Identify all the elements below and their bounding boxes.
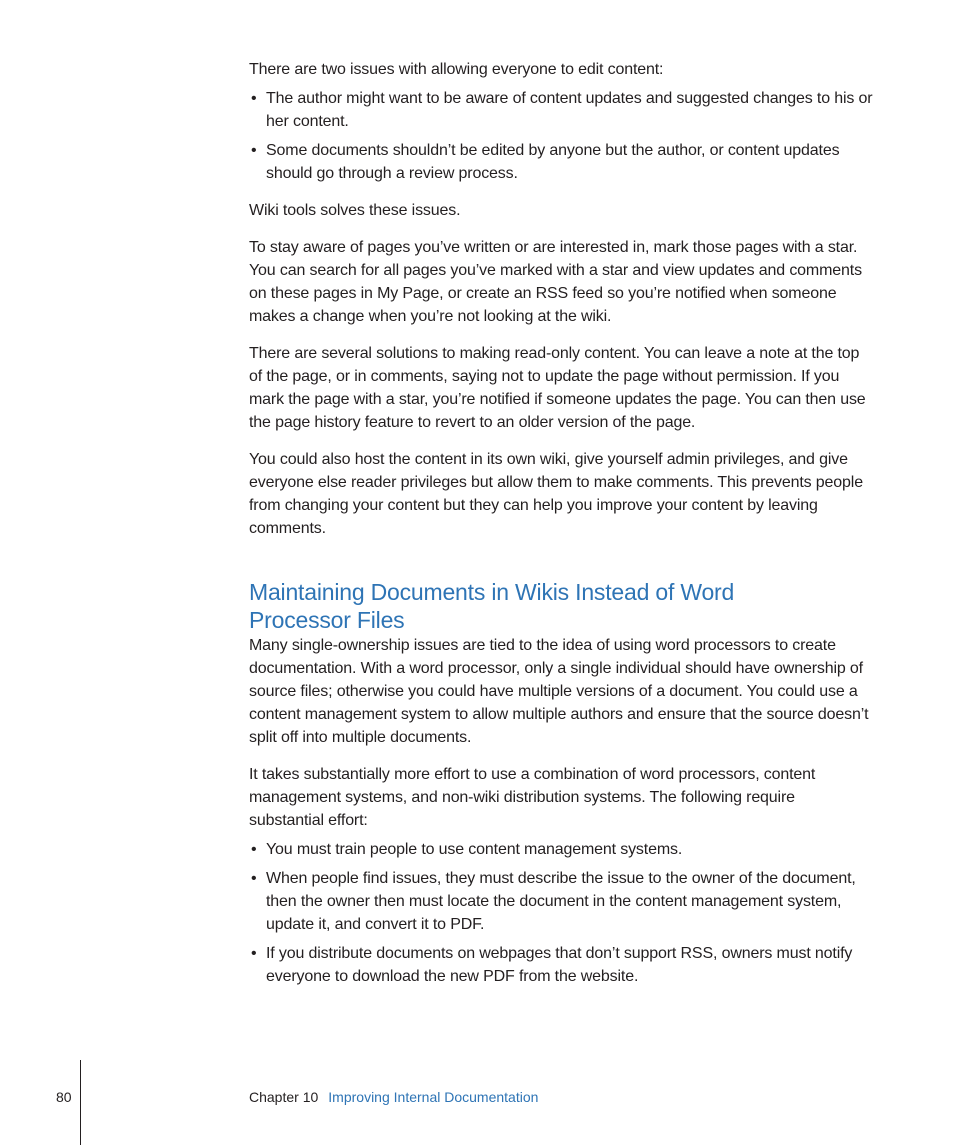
intro-paragraph: There are two issues with allowing everyone to edit content: — [249, 61, 664, 78]
footer-divider — [80, 1060, 81, 1145]
section-heading: Maintaining Documents in Wikis Instead of Word Processor Files — [249, 579, 735, 633]
body-paragraph: To stay aware of pages you’ve written or are interested in, mark those pages with a star. You can search for all pages you’ve marked with a star and view updates and comments on these pages in My Page, or create an RSS feed so you’re notified when someone makes a change when you’re not looking at the wiki. — [249, 239, 862, 325]
bullet-icon: • — [251, 90, 257, 107]
body-paragraph: It takes substantially more effort to use a combination of word processors, content management systems, and non-wiki distribution systems. The following require substantial effort: — [249, 766, 816, 829]
list-item-text: You must train people to use content management systems. — [266, 841, 683, 858]
list-item — [249, 838, 874, 861]
effort-list — [249, 838, 874, 988]
bullet-icon: • — [251, 945, 257, 962]
body-paragraph: There are several solutions to making read-only content. You can leave a note at the top of the page, or in comments, saying not to update the page without permission. If you mark the page with a star, you’re notified if someone updates the page. You can then use the page history feature to revert to an older version of the page. — [249, 345, 866, 431]
bullet-icon: • — [251, 841, 257, 858]
body-paragraph: You could also host the content in its own wiki, give yourself admin privileges, and give everyone else reader privileges but allow them to make comments. This prevents people from changing your content but they can help you improve your content by leaving comments. — [249, 451, 863, 537]
page-content — [249, 58, 874, 1002]
page-number: 80 — [56, 1089, 72, 1105]
list-item-text: The author might want to be aware of content updates and suggested changes to his or her content. — [266, 90, 873, 130]
issues-list — [249, 87, 874, 185]
list-item-text: Some documents shouldn’t be edited by anyone but the author, or content updates should go through a review process. — [266, 142, 840, 182]
bullet-icon: • — [251, 870, 257, 887]
list-item-text: If you distribute documents on webpages that don’t support RSS, owners must notify everyone to download the new PDF from the website. — [266, 945, 853, 985]
bullet-icon: • — [251, 142, 257, 159]
list-item — [249, 942, 874, 988]
body-paragraph: Wiki tools solves these issues. — [249, 202, 461, 219]
chapter-title-link[interactable]: Improving Internal Documentation — [328, 1089, 539, 1105]
chapter-label: Chapter 10 — [249, 1089, 319, 1105]
list-item — [249, 139, 874, 185]
footer-chapter — [249, 1088, 538, 1106]
list-item — [249, 87, 874, 133]
list-item — [249, 867, 874, 936]
body-paragraph: Many single-ownership issues are tied to the idea of using word processors to create documentation. With a word processor, only a single individual should have ownership of source files; otherwise you could have multiple versions of a document. You could use a content management system to allow multiple authors and ensure that the source doesn’t split off into multiple documents. — [249, 637, 869, 746]
list-item-text: When people find issues, they must describe the issue to the owner of the document, then the owner then must locate the document in the content management system, update it, and convert it to PDF. — [266, 870, 856, 933]
